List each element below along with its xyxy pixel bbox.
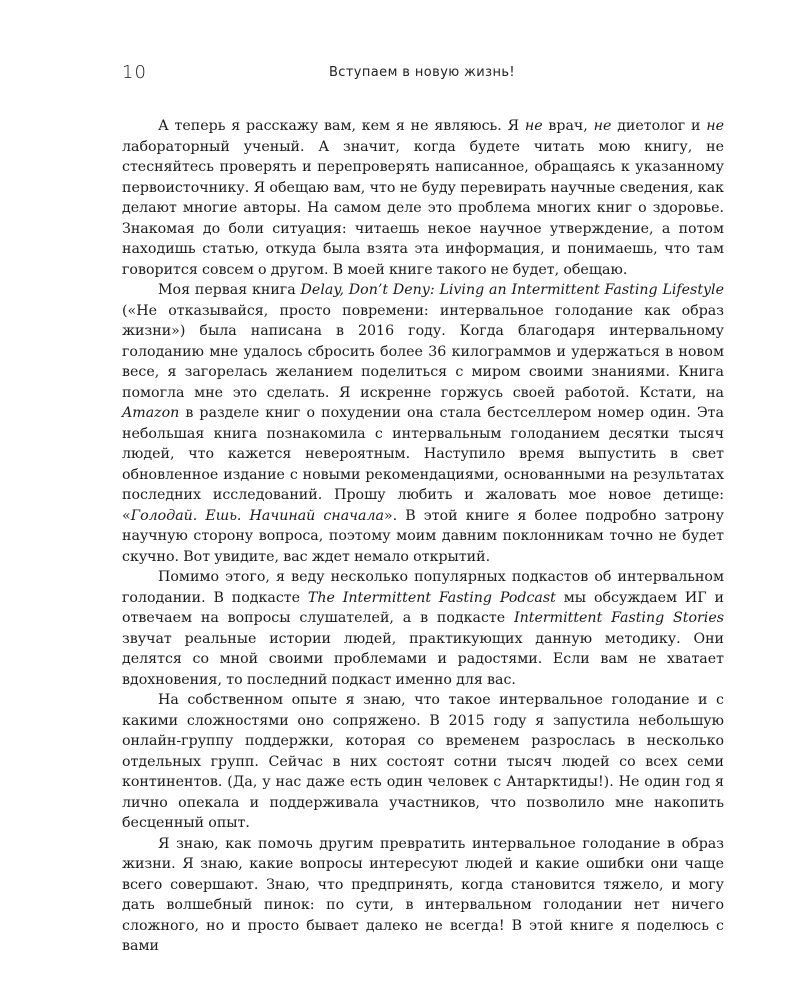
text-run: в разделе книг о похудении она стала бестселлером номер один. Эта небольшая книга познакомила с интервальным голоданием десятки тысяч людей, что кажется невероятным. Наступило время выпустить в свет обновленное издание с новыми рекомендациями, основанными на результатах последних исследований. Прошу любить и жаловать мое новое детище: « [122, 405, 724, 524]
text-run: мы обсуждаем ИГ и отвечаем на вопросы слушателей, а в подкасте [122, 589, 724, 626]
italic-text: не [524, 118, 543, 134]
running-title: Вступаем в новую жизнь! [328, 65, 516, 80]
paragraph [122, 690, 724, 834]
text-run: лабораторный ученый. А значит, когда будете читать мою книгу, не стесняйтесь проверять и перепроверять написанное, обращаясь к указанному первоисточнику. Я обещаю вам, что не буду перевирать научные сведения, как делают многие авторы. На самом деле это проблема многих книг о здоровье. Знакомая до боли ситуация: читаешь некое научное утверждение, а потом находишь статью, откуда была взята эта информация, и понимаешь, что там говорится совсем о другом. В моей книге такого не будет, обещаю. [122, 138, 724, 278]
running-head [122, 62, 722, 86]
italic-text: Intermittent Fasting Stories [514, 610, 724, 626]
text-run: Моя первая книга [158, 282, 301, 298]
paragraph [122, 116, 724, 280]
body-text [122, 116, 724, 957]
text-run: А теперь я расскажу вам, кем я не являюсь. Я [158, 118, 525, 134]
text-run: ». В этой книге я более подробно затрону научную сторону вопроса, поэтому моим давним поклонникам точно не будет скучно. Вот увидите, вас ждет немало открытий. [122, 507, 724, 565]
italic-text: Голодай. Ешь. Начинай сначала [130, 507, 384, 524]
paragraph [122, 567, 724, 690]
text-run: врач, [542, 118, 594, 134]
text-run: На собственном опыте я знаю, что такое интервальное голодание и с какими сложностями оно сопряжено. В 2015 году я запустила небольшую онлайн-группу поддержки, которая со временем разрослась в несколько отдельных групп. Сейчас в них состоят сотни тысяч людей со всех семи континентов. (Да, у нас даже есть один человек с Антарктиды!). Не один год я лично опекала и поддерживала участников, что позволило мне накопить бесценный опыт. [122, 692, 724, 831]
italic-text: не [706, 118, 724, 134]
page-number: 10 [122, 62, 147, 83]
text-run: («Не отказывайся, просто повремени: интервальное голодание как образ жизни») была написана в 2016 году. Когда благодаря интервальному голоданию мне удалось сбросить более 36 килограммов и удержаться в новом весе, я загорелась желанием поделиться с миром своими знаниями. Книга помогла мне это сделать. Я искренне горжусь своей работой. Кстати, на [122, 302, 724, 401]
italic-text: Amazon [122, 405, 180, 421]
text-run: диетолог и [611, 118, 707, 134]
text-run: звучат реальные истории людей, практикующих данную методику. Они делятся со мной своими проблемами и радостями. Если вам не хватает вдохновения, то последний подкаст именно для вас. [122, 630, 724, 688]
italic-text: не [593, 118, 612, 134]
italic-text: Delay, Don’t Deny: Living an Intermittent Fasting Lifestyle [300, 282, 724, 298]
paragraph [122, 834, 724, 957]
italic-text: The Intermittent Fasting Podcast [307, 589, 556, 606]
text-run: Помимо этого, я веду несколько популярных подкастов об интервальном голодании. В подкасте [122, 569, 724, 606]
paragraph [122, 280, 724, 567]
text-run: Я знаю, как помочь другим превратить интервальное голодание в образ жизни. Я знаю, какие вопросы интересуют людей и какие ошибки они чаще всего совершают. Знаю, что предпринять, когда становится тяжело, и могу дать волшебный пинок: по сути, в интервальном голодании нет ничего сложного, но и просто бывает далеко не всегда! В этой книге я поделюсь с вами [122, 835, 724, 954]
